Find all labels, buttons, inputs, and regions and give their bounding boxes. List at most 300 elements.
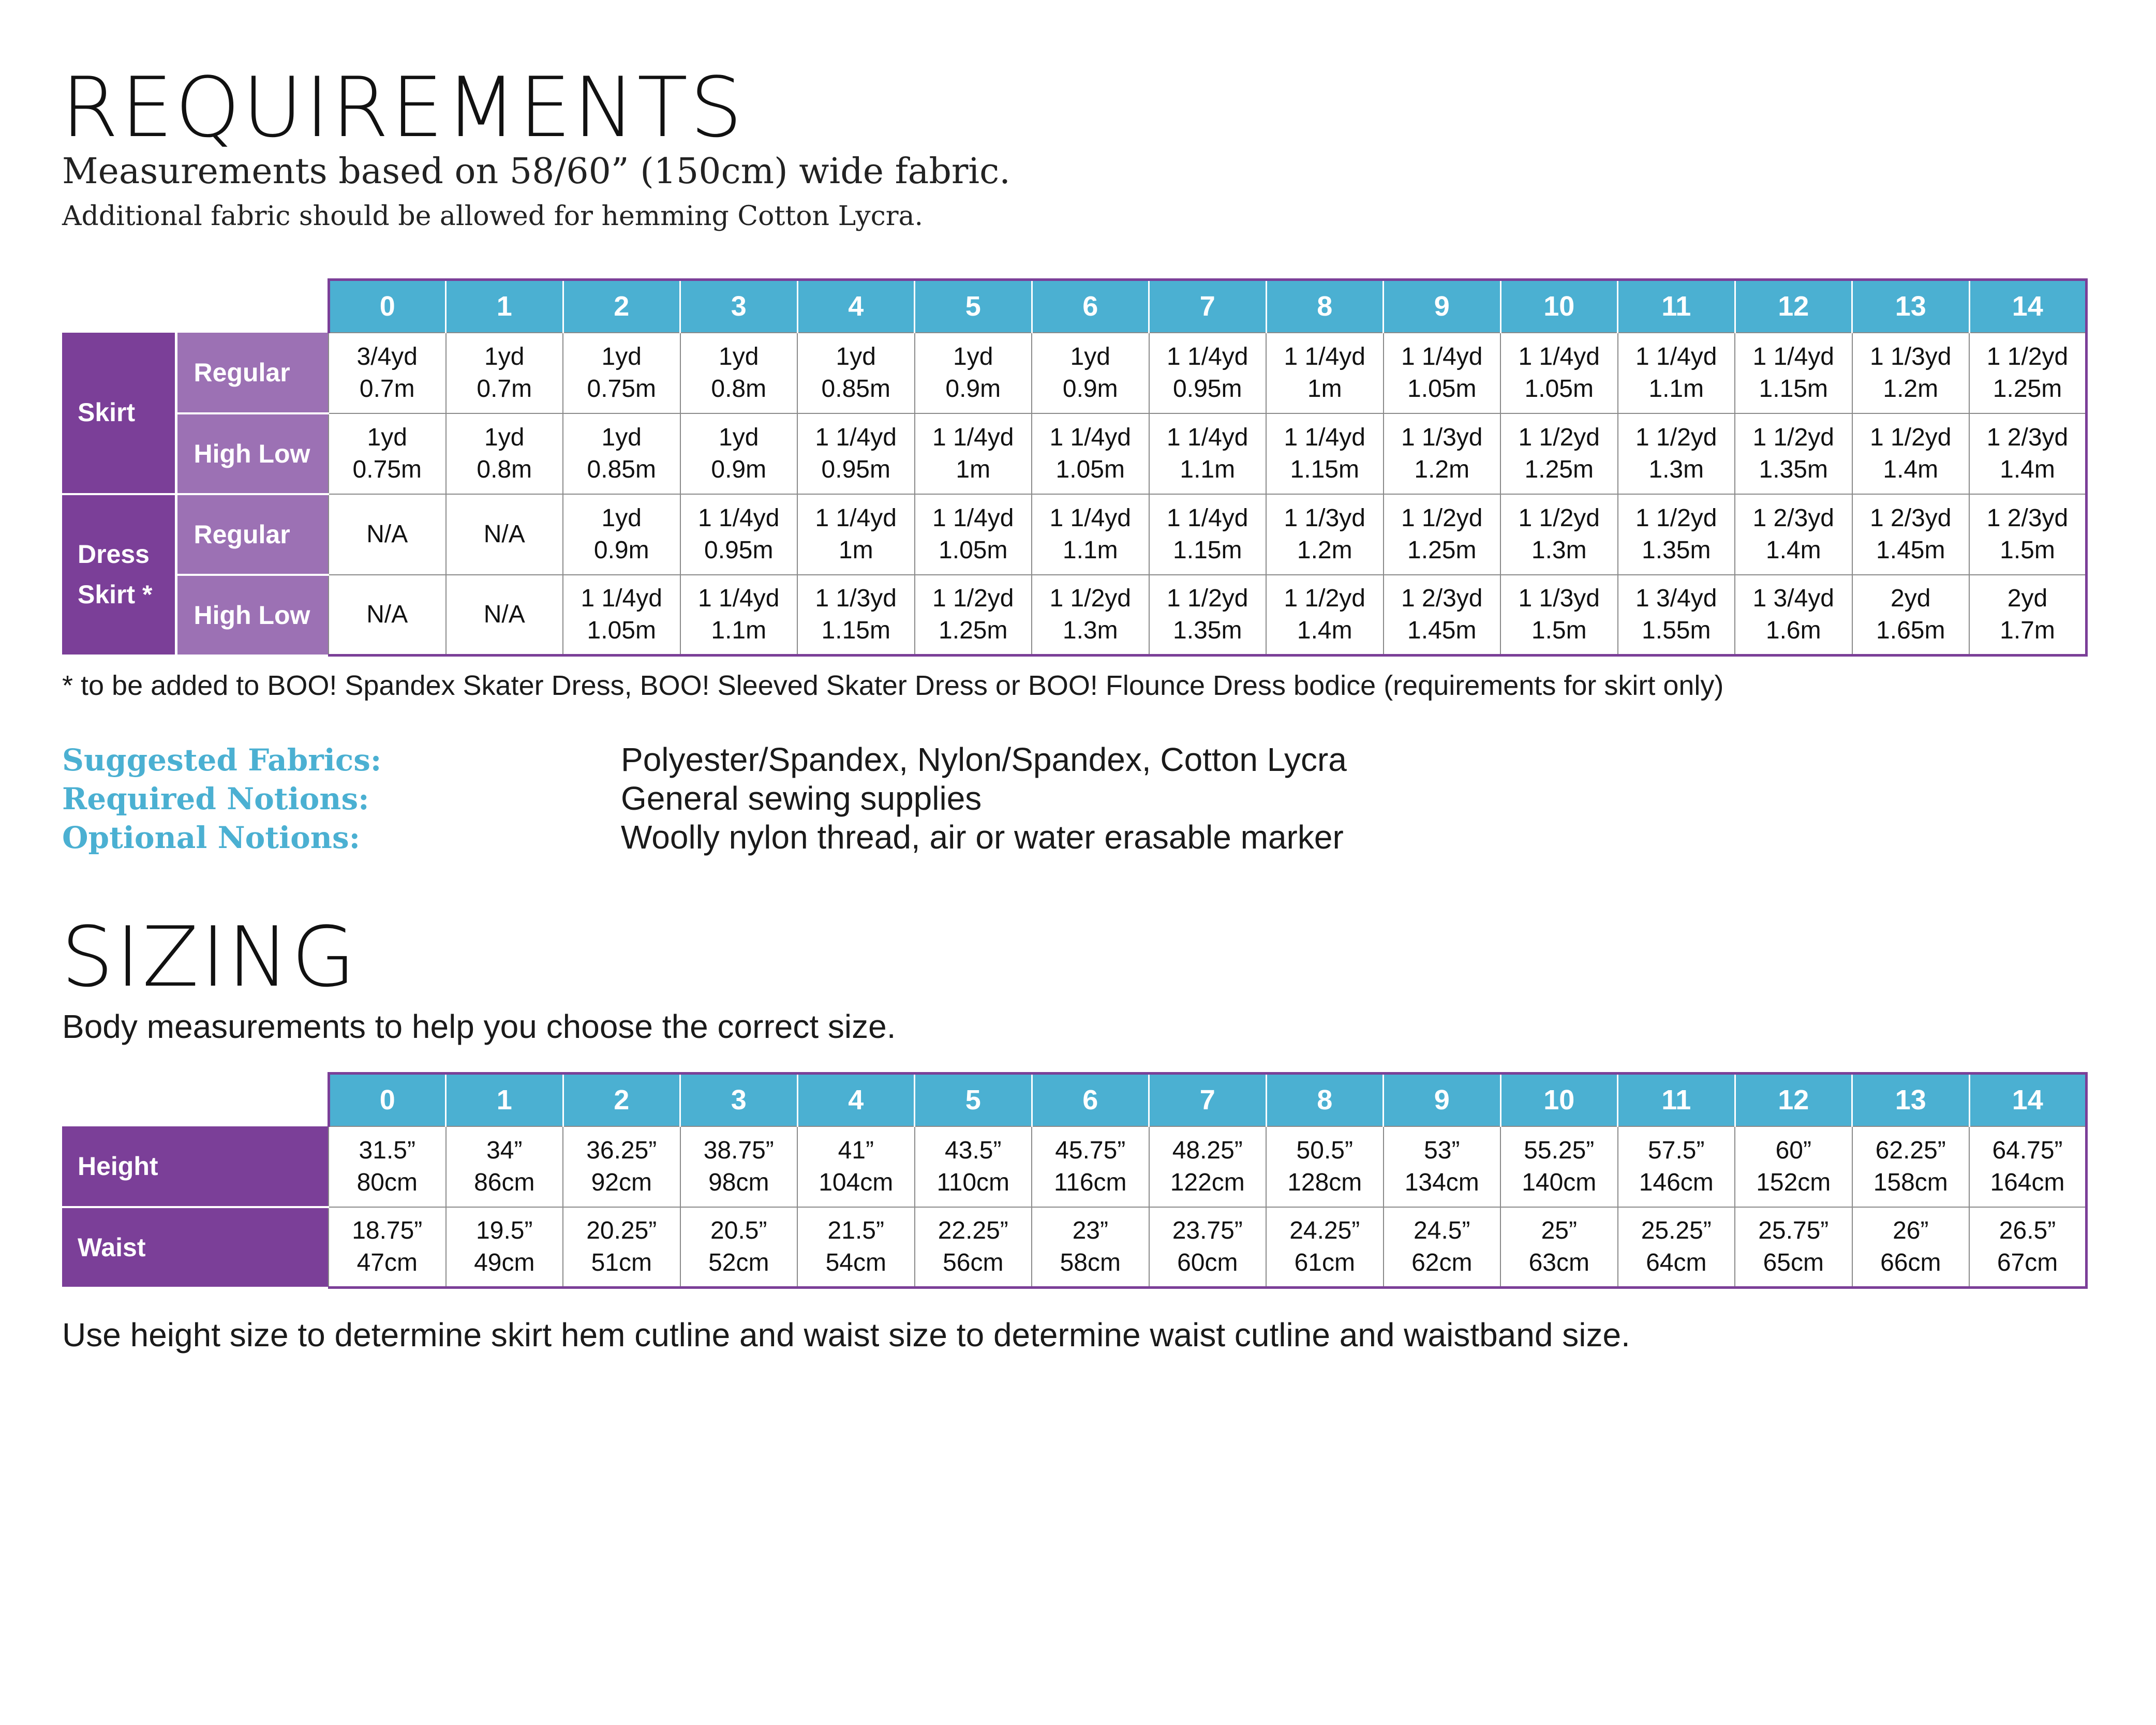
yardage-value: 1yd [484, 343, 525, 371]
yardage-value: 1 1/2yd [1401, 504, 1483, 532]
yardage-value: N/A [366, 601, 408, 629]
centimetre-value: 58cm [1060, 1248, 1121, 1276]
yardage-value: 1 1/2yd [1635, 504, 1717, 532]
requirements-cell [1149, 333, 1267, 413]
requirements-cell [1149, 575, 1267, 656]
centimetre-value: 164cm [1990, 1168, 2065, 1196]
inch-value: 38.75” [703, 1137, 774, 1165]
yardage-value: 1yd [601, 343, 642, 371]
requirements-cell [1384, 413, 1501, 494]
centimetre-value: 122cm [1170, 1168, 1245, 1196]
optional-notions-value: Woolly nylon thread, air or water erasable marker [621, 819, 1344, 856]
requirements-cell [1852, 575, 1970, 656]
requirements-cell [1032, 333, 1149, 413]
requirements-cell [1852, 494, 1970, 575]
centimetre-value: 146cm [1639, 1168, 1714, 1196]
yardage-value: 1 1/3yd [1284, 504, 1365, 532]
yardage-value: 1yd [601, 504, 642, 532]
yardage-value: 3/4yd [356, 343, 418, 371]
metre-value: 1m [838, 536, 873, 564]
metre-value: 0.8m [711, 375, 767, 403]
metre-value: 1.5m [1531, 616, 1587, 644]
requirements-row-label: High Low [176, 575, 329, 656]
metre-value: 1.1m [1180, 455, 1236, 483]
requirements-cell [1969, 575, 2087, 656]
centimetre-value: 116cm [1053, 1168, 1127, 1196]
centimetre-value: 49cm [474, 1248, 535, 1276]
requirements-size-header: 6 [1032, 280, 1149, 333]
requirements-cell [1266, 333, 1384, 413]
metre-value: 1.4m [2000, 455, 2055, 483]
requirements-cell [1969, 413, 2087, 494]
metre-value: 1.55m [1642, 616, 1711, 644]
metre-value: 1.4m [1765, 536, 1821, 564]
requirements-cell [1384, 494, 1501, 575]
sizing-cell [680, 1207, 798, 1288]
metre-value: 1.5m [2000, 536, 2055, 564]
inch-value: 62.25” [1875, 1137, 1946, 1165]
yardage-value: 1 2/3yd [1401, 585, 1483, 613]
requirements-size-header: 12 [1735, 280, 1852, 333]
metre-value: 1.2m [1414, 455, 1470, 483]
yardage-value: 1yd [719, 424, 759, 452]
requirements-cell [1149, 413, 1267, 494]
sizing-cell [1852, 1126, 1970, 1207]
yardage-value: 1 1/2yd [1167, 585, 1248, 613]
optional-notions-label: Optional Notions: [62, 820, 361, 855]
inch-value: 20.25” [586, 1217, 657, 1245]
yardage-value: 1 1/4yd [1284, 424, 1365, 452]
requirements-cell [329, 494, 446, 575]
sizing-cell [1735, 1126, 1852, 1207]
sizing-cell [1500, 1126, 1618, 1207]
sizing-cell [1735, 1207, 1852, 1288]
metre-value: 1.45m [1407, 616, 1477, 644]
sizing-size-header: 10 [1500, 1074, 1618, 1126]
yardage-value: 1 3/4yd [1752, 585, 1834, 613]
sizing-cell [1149, 1207, 1267, 1288]
yardage-value: 1 1/4yd [932, 424, 1014, 452]
yardage-value: 1 1/4yd [1752, 343, 1834, 371]
requirements-cell [1032, 494, 1149, 575]
inch-value: 45.75” [1055, 1137, 1126, 1165]
requirements-header-corner [62, 280, 329, 333]
inch-value: 19.5” [476, 1217, 533, 1245]
sizing-cell [1500, 1207, 1618, 1288]
yardage-value: N/A [483, 601, 525, 629]
requirements-cell [1500, 575, 1618, 656]
requirements-cell [680, 413, 798, 494]
requirements-cell [1500, 333, 1618, 413]
yardage-value: 1 1/2yd [932, 585, 1014, 613]
requirements-cell [915, 575, 1032, 656]
metre-value: 1.05m [1407, 375, 1477, 403]
sizing-cell [563, 1207, 680, 1288]
requirements-size-header: 9 [1384, 280, 1501, 333]
requirements-size-header: 2 [563, 280, 680, 333]
centimetre-value: 51cm [591, 1248, 652, 1276]
metre-value: 0.95m [704, 536, 774, 564]
yardage-value: 1 1/4yd [1167, 343, 1248, 371]
yardage-value: 1 1/4yd [1401, 343, 1483, 371]
centimetre-value: 104cm [819, 1168, 894, 1196]
centimetre-value: 152cm [1756, 1168, 1831, 1196]
metre-value: 0.9m [593, 536, 649, 564]
sizing-cell [1266, 1126, 1384, 1207]
metre-value: 1.65m [1876, 616, 1945, 644]
yardage-value: 1 1/2yd [1518, 504, 1600, 532]
centimetre-value: 54cm [825, 1248, 886, 1276]
metre-value: 1.1m [711, 616, 767, 644]
sizing-table [62, 1072, 2088, 1289]
centimetre-value: 158cm [1873, 1168, 1948, 1196]
requirements-cell [446, 413, 563, 494]
requirements-cell [1735, 333, 1852, 413]
sizing-size-header: 1 [446, 1074, 563, 1126]
metre-value: 1.15m [1173, 536, 1242, 564]
yardage-value: 1 1/2yd [1284, 585, 1365, 613]
metre-value: 0.7m [477, 375, 532, 403]
centimetre-value: 66cm [1880, 1248, 1941, 1276]
requirements-row-label: Regular [176, 494, 329, 575]
inch-value: 25.75” [1758, 1217, 1829, 1245]
yardage-value: 1yd [953, 343, 993, 371]
requirements-cell [329, 413, 446, 494]
centimetre-value: 64cm [1646, 1248, 1707, 1276]
metre-value: 0.95m [1173, 375, 1242, 403]
centimetre-value: 98cm [708, 1168, 769, 1196]
sizing-row [62, 1126, 2087, 1207]
yardage-value: 1 1/2yd [1986, 343, 2069, 371]
requirements-cell [1266, 413, 1384, 494]
sizing-cell [446, 1207, 563, 1288]
requirements-row [62, 494, 2087, 575]
requirements-size-header: 5 [915, 280, 1032, 333]
metre-value: 1.05m [939, 536, 1008, 564]
requirements-cell [329, 333, 446, 413]
metre-value: 1.05m [1055, 455, 1125, 483]
requirements-cell [797, 494, 915, 575]
sizing-size-header: 14 [1969, 1074, 2087, 1126]
requirements-size-header: 4 [797, 280, 915, 333]
requirements-cell [446, 494, 563, 575]
sizing-size-header: 8 [1266, 1074, 1384, 1126]
centimetre-value: 110cm [936, 1168, 1009, 1196]
requirements-cell [1500, 494, 1618, 575]
requirements-cell [680, 494, 798, 575]
metre-value: 1.25m [1407, 536, 1477, 564]
requirements-size-header: 10 [1500, 280, 1618, 333]
centimetre-value: 128cm [1287, 1168, 1362, 1196]
inch-value: 23.75” [1172, 1217, 1243, 1245]
sizing-cell [915, 1126, 1032, 1207]
yardage-value: 1 1/4yd [815, 504, 897, 532]
sizing-cell [446, 1126, 563, 1207]
requirements-cell [915, 413, 1032, 494]
yardage-value: 1 2/3yd [1986, 424, 2069, 452]
yardage-value: 1 1/4yd [1518, 343, 1600, 371]
requirements-cell [797, 413, 915, 494]
inch-value: 48.25” [1172, 1137, 1243, 1165]
requirements-cell [563, 413, 680, 494]
inch-value: 55.25” [1524, 1137, 1595, 1165]
sizing-size-header: 5 [915, 1074, 1032, 1126]
centimetre-value: 56cm [943, 1248, 1004, 1276]
requirements-cell [680, 333, 798, 413]
requirements-cell [1618, 494, 1735, 575]
sizing-size-header: 7 [1149, 1074, 1267, 1126]
centimetre-value: 52cm [708, 1248, 769, 1276]
sizing-heading: SIZING [61, 909, 358, 1005]
inch-value: 53” [1424, 1137, 1460, 1165]
centimetre-value: 86cm [474, 1168, 535, 1196]
inch-value: 26.5” [1999, 1217, 2056, 1245]
sizing-row-label: Waist [62, 1207, 329, 1288]
sizing-size-header-row [62, 1074, 2087, 1126]
requirements-cell [1618, 413, 1735, 494]
requirements-cell [1384, 333, 1501, 413]
yardage-value: N/A [366, 520, 408, 548]
requirements-cell [1969, 494, 2087, 575]
inch-value: 25.25” [1641, 1217, 1712, 1245]
sizing-size-header: 4 [797, 1074, 915, 1126]
required-notions-label: Required Notions: [62, 781, 369, 816]
inch-value: 34” [486, 1137, 523, 1165]
requirements-cell [563, 494, 680, 575]
inch-value: 24.25” [1289, 1217, 1360, 1245]
metre-value: 1.25m [939, 616, 1008, 644]
inch-value: 24.5” [1414, 1217, 1470, 1245]
requirements-row [62, 333, 2087, 413]
yardage-value: 1 2/3yd [1986, 504, 2069, 532]
yardage-value: 1yd [1070, 343, 1110, 371]
yardage-value: 1 2/3yd [1870, 504, 1952, 532]
yardage-value: 1 1/4yd [698, 585, 780, 613]
requirements-row [62, 575, 2087, 656]
yardage-value: 1 1/4yd [932, 504, 1014, 532]
requirements-size-header: 0 [329, 280, 446, 333]
requirements-size-header: 3 [680, 280, 798, 333]
metre-value: 0.75m [352, 455, 422, 483]
sizing-size-header: 0 [329, 1074, 446, 1126]
sizing-size-header: 11 [1618, 1074, 1735, 1126]
yardage-value: 1 1/4yd [1635, 343, 1717, 371]
requirements-cell [1032, 413, 1149, 494]
metre-value: 1.35m [1642, 536, 1711, 564]
sizing-row [62, 1207, 2087, 1288]
yardage-value: 1 1/4yd [1284, 343, 1365, 371]
requirements-cell [1735, 413, 1852, 494]
requirements-cell [446, 575, 563, 656]
requirements-cell [1032, 575, 1149, 656]
yardage-value: 1yd [836, 343, 876, 371]
inch-value: 23” [1072, 1217, 1108, 1245]
requirements-row-label: High Low [176, 413, 329, 494]
inch-value: 41” [838, 1137, 874, 1165]
yardage-value: 1 1/4yd [1049, 424, 1131, 452]
sizing-cell [797, 1207, 915, 1288]
sizing-size-header: 13 [1852, 1074, 1970, 1126]
yardage-value: 1 1/2yd [1635, 424, 1717, 452]
requirements-cell [329, 575, 446, 656]
metre-value: 1.3m [1648, 455, 1704, 483]
requirements-cell [563, 575, 680, 656]
sizing-size-header: 9 [1384, 1074, 1501, 1126]
requirements-cell [1852, 333, 1970, 413]
yardage-value: 1yd [601, 424, 642, 452]
requirements-subtitle: Measurements based on 58/60” (150cm) wide fabric. [62, 151, 1010, 192]
yardage-value: 1 1/4yd [815, 424, 897, 452]
requirements-cell [680, 575, 798, 656]
yardage-value: 1 3/4yd [1635, 585, 1717, 613]
metre-value: 0.8m [477, 455, 532, 483]
metre-value: 0.95m [821, 455, 890, 483]
metre-value: 1.7m [2000, 616, 2055, 644]
requirements-cell [915, 494, 1032, 575]
sizing-cell [1384, 1207, 1501, 1288]
metre-value: 0.85m [587, 455, 656, 483]
centimetre-value: 61cm [1294, 1248, 1355, 1276]
yardage-value: 1 1/3yd [815, 585, 897, 613]
sizing-cell [1969, 1126, 2087, 1207]
metre-value: 1.15m [1290, 455, 1359, 483]
requirements-size-header: 8 [1266, 280, 1384, 333]
yardage-value: 1 1/4yd [581, 585, 662, 613]
requirements-cell [1735, 494, 1852, 575]
metre-value: 1.35m [1759, 455, 1828, 483]
metre-value: 0.9m [711, 455, 767, 483]
metre-value: 1.35m [1173, 616, 1242, 644]
centimetre-value: 92cm [591, 1168, 652, 1196]
yardage-value: 1 1/4yd [698, 504, 780, 532]
yardage-value: 1yd [367, 424, 407, 452]
metre-value: 0.7m [359, 375, 415, 403]
requirements-cell [915, 333, 1032, 413]
metre-value: 1.05m [1524, 375, 1594, 403]
sizing-size-header: 12 [1735, 1074, 1852, 1126]
centimetre-value: 60cm [1177, 1248, 1238, 1276]
metre-value: 0.75m [587, 375, 656, 403]
metre-value: 0.85m [821, 375, 890, 403]
metre-value: 1.25m [1524, 455, 1594, 483]
suggested-fabrics-value: Polyester/Spandex, Nylon/Spandex, Cotton Lycra [621, 741, 1347, 778]
sizing-cell [797, 1126, 915, 1207]
requirements-size-header: 14 [1969, 280, 2087, 333]
sizing-cell [680, 1126, 798, 1207]
centimetre-value: 63cm [1528, 1248, 1589, 1276]
sizing-cell [1266, 1207, 1384, 1288]
metre-value: 1.15m [821, 616, 890, 644]
requirements-size-header: 13 [1852, 280, 1970, 333]
sizing-row-label: Height [62, 1126, 329, 1207]
required-notions-value: General sewing supplies [621, 780, 982, 817]
requirements-cell [1384, 575, 1501, 656]
yardage-value: 1 1/2yd [1518, 424, 1600, 452]
metre-value: 1.4m [1297, 616, 1352, 644]
metre-value: 1.3m [1062, 616, 1118, 644]
requirements-cell [1500, 413, 1618, 494]
inch-value: 21.5” [827, 1217, 884, 1245]
sizing-cell [1384, 1126, 1501, 1207]
requirements-size-header-row [62, 280, 2087, 333]
metre-value: 1m [1307, 375, 1342, 403]
yardage-value: N/A [483, 520, 525, 548]
metre-value: 0.9m [1062, 375, 1118, 403]
sizing-subtitle: Body measurements to help you choose the correct size. [62, 1008, 896, 1045]
inch-value: 26” [1893, 1217, 1929, 1245]
sizing-cell [1618, 1207, 1735, 1288]
metre-value: 1.15m [1759, 375, 1828, 403]
sizing-cell [1969, 1207, 2087, 1288]
inch-value: 20.5” [710, 1217, 767, 1245]
inch-value: 22.25” [938, 1217, 1008, 1245]
requirements-row-label: Regular [176, 333, 329, 413]
sizing-size-header: 2 [563, 1074, 680, 1126]
yardage-value: 1 1/3yd [1401, 424, 1483, 452]
sizing-cell [1032, 1207, 1149, 1288]
metre-value: 1.45m [1876, 536, 1945, 564]
requirements-footnote: * to be added to BOO! Spandex Skater Dress, BOO! Sleeved Skater Dress or BOO! Flounce Dress bodice (requirements for skirt only) [62, 670, 1724, 701]
inch-value: 64.75” [1992, 1137, 2063, 1165]
yardage-value: 2yd [2007, 585, 2048, 613]
metre-value: 1.6m [1765, 616, 1821, 644]
inch-value: 50.5” [1296, 1137, 1353, 1165]
inch-value: 43.5” [945, 1137, 1002, 1165]
requirements-row [62, 413, 2087, 494]
inch-value: 31.5” [359, 1137, 415, 1165]
metre-value: 1.4m [1883, 455, 1939, 483]
yardage-value: 2yd [1891, 585, 1931, 613]
sizing-cell [1032, 1126, 1149, 1207]
metre-value: 1.1m [1062, 536, 1118, 564]
requirements-size-header: 1 [446, 280, 563, 333]
centimetre-value: 47cm [356, 1248, 418, 1276]
requirements-cell [797, 575, 915, 656]
centimetre-value: 62cm [1411, 1248, 1473, 1276]
yardage-value: 1 1/4yd [1167, 424, 1248, 452]
requirements-note: Additional fabric should be allowed for hemming Cotton Lycra. [62, 201, 924, 232]
inch-value: 57.5” [1648, 1137, 1705, 1165]
requirements-cell [446, 333, 563, 413]
yardage-value: 1 1/2yd [1752, 424, 1834, 452]
metre-value: 1m [956, 455, 991, 483]
sizing-cell [329, 1207, 446, 1288]
yardage-value: 1 1/3yd [1870, 343, 1952, 371]
requirements-cell [1266, 494, 1384, 575]
sizing-cell [329, 1126, 446, 1207]
metre-value: 1.3m [1531, 536, 1587, 564]
metre-value: 1.05m [587, 616, 656, 644]
requirements-group-label: Skirt [62, 333, 176, 494]
metre-value: 1.1m [1648, 375, 1704, 403]
centimetre-value: 134cm [1404, 1168, 1479, 1196]
requirements-group-label: Dress Skirt * [62, 494, 176, 656]
requirements-cell [1969, 333, 2087, 413]
centimetre-value: 80cm [356, 1168, 418, 1196]
requirements-cell [1735, 575, 1852, 656]
sizing-cell [1618, 1126, 1735, 1207]
yardage-value: 1 1/2yd [1049, 585, 1131, 613]
sizing-note: Use height size to determine skirt hem cutline and waist size to determine waist cutline and waistband size. [62, 1316, 1630, 1354]
sizing-size-header: 3 [680, 1074, 798, 1126]
sizing-cell [1852, 1207, 1970, 1288]
yardage-value: 1yd [719, 343, 759, 371]
centimetre-value: 67cm [1997, 1248, 2058, 1276]
requirements-cell [797, 333, 915, 413]
requirements-cell [1149, 494, 1267, 575]
inch-value: 60” [1775, 1137, 1811, 1165]
yardage-value: 1 1/4yd [1167, 504, 1248, 532]
